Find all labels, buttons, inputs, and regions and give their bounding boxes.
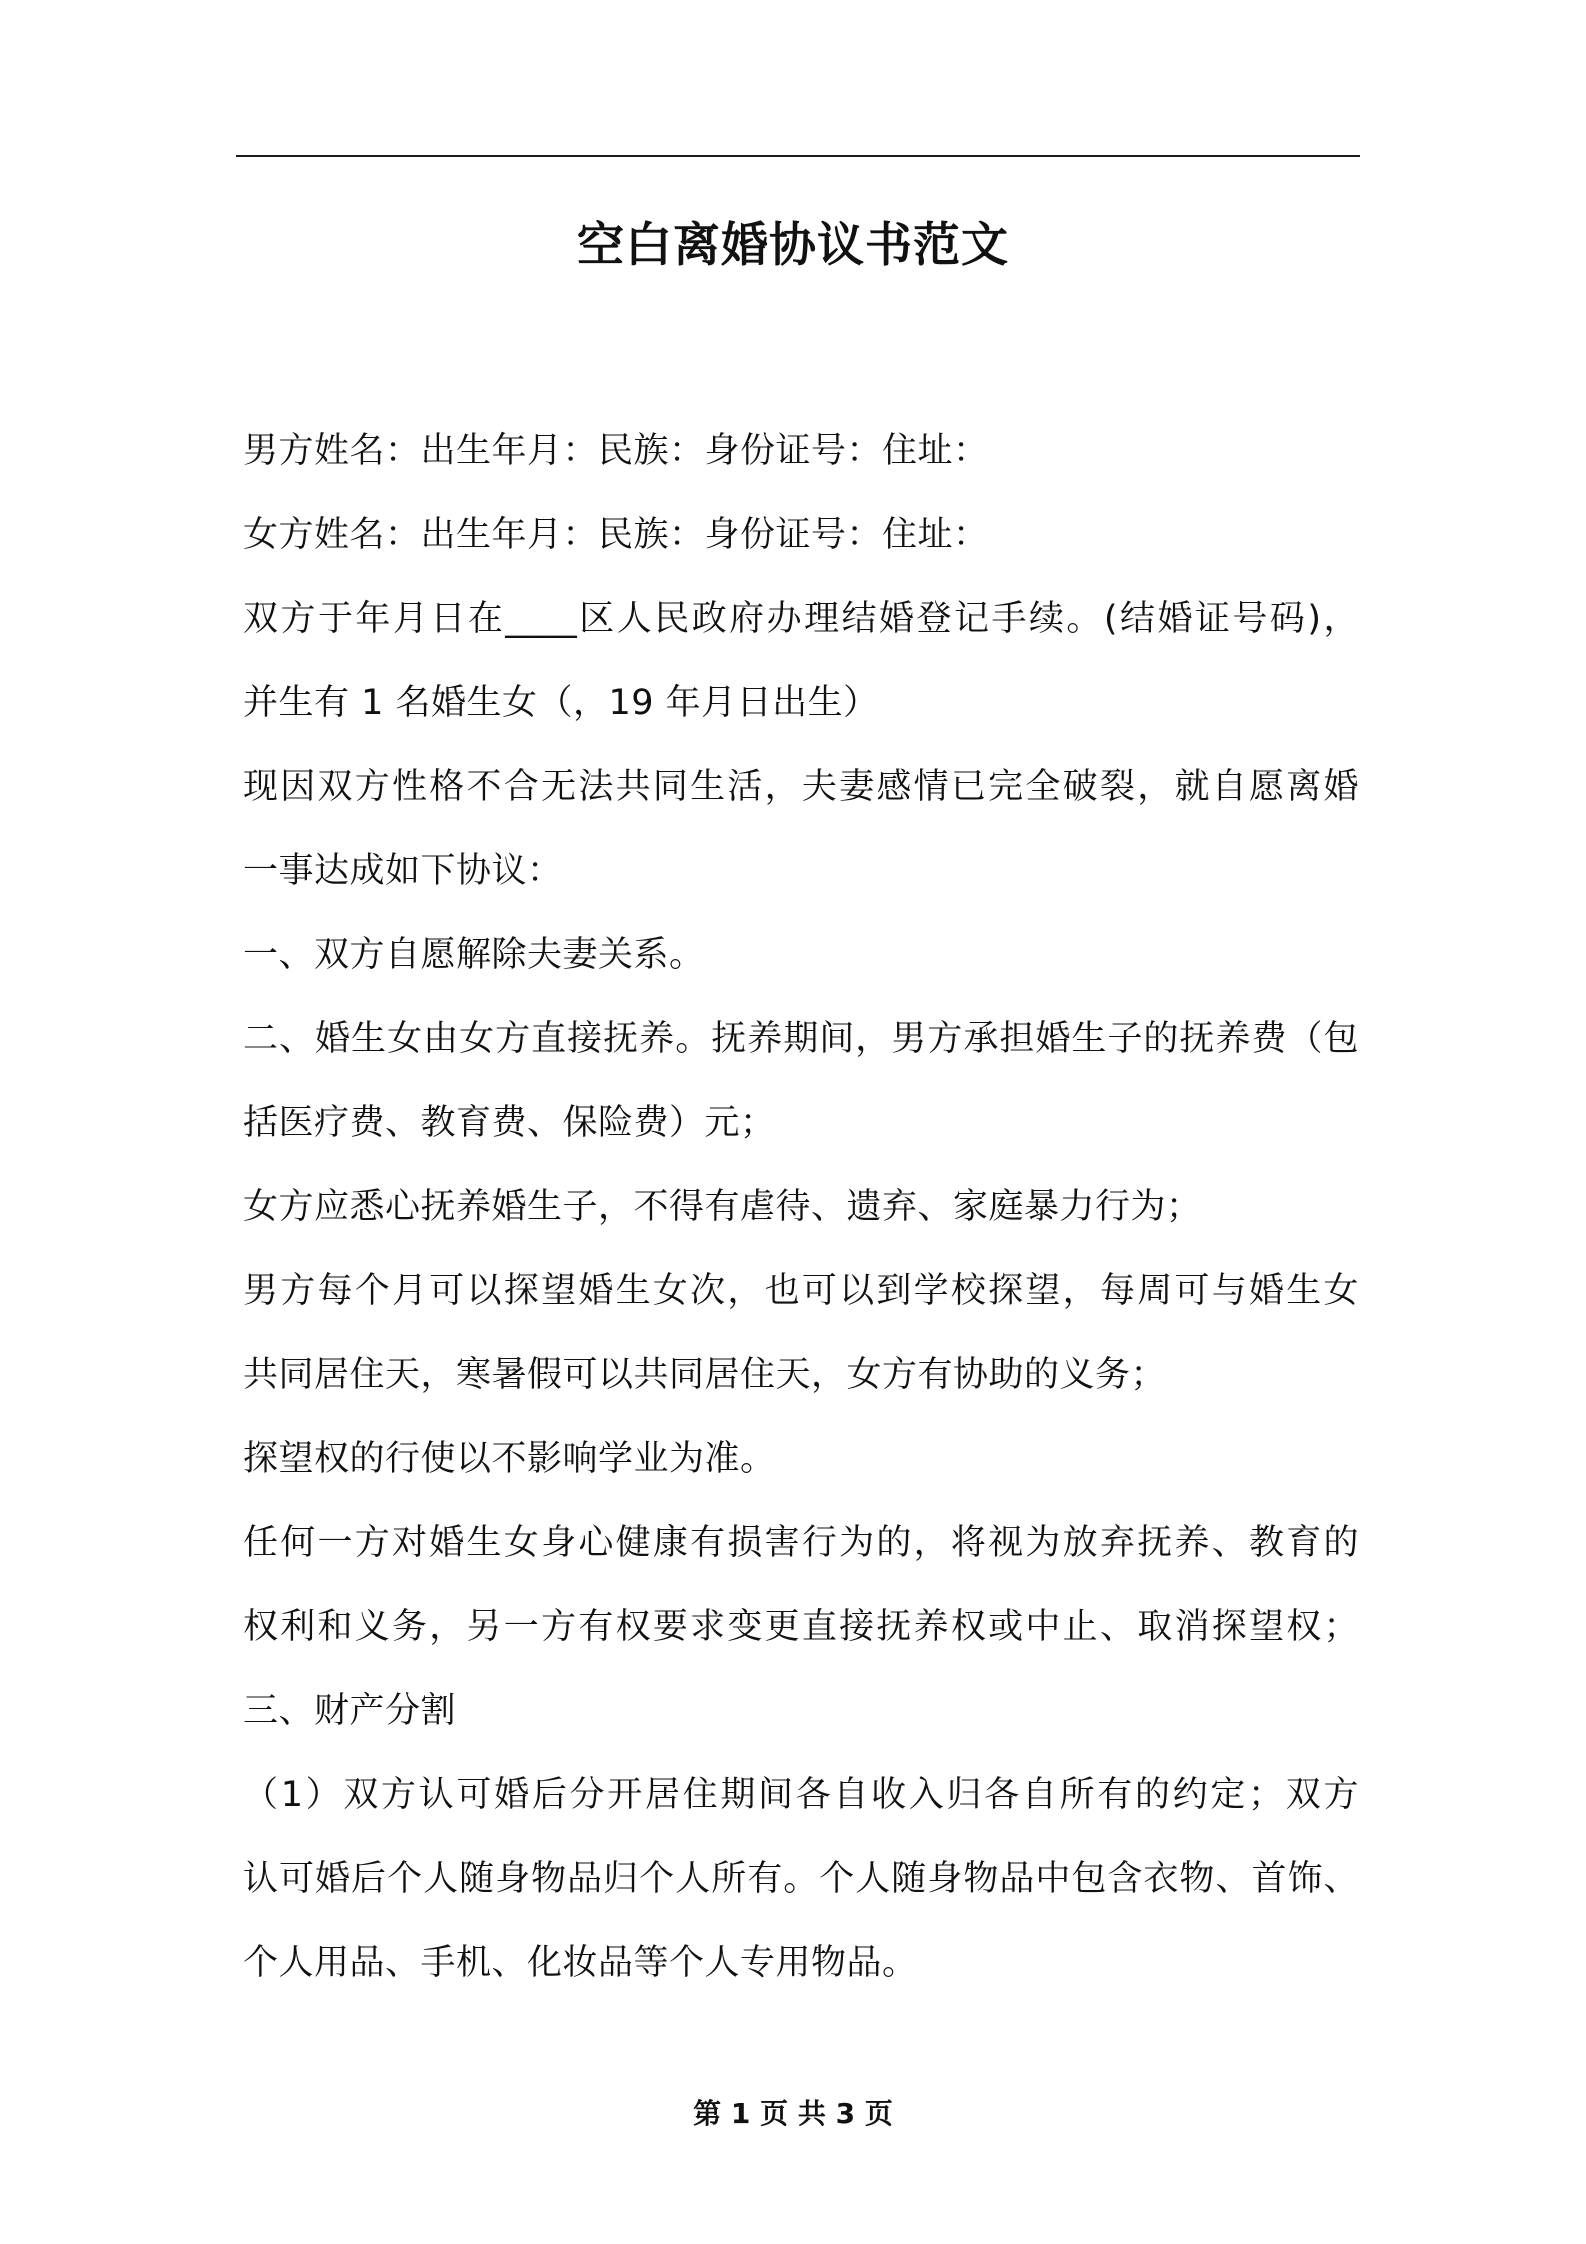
text-line: 并生有 1 名婚生女（，19 年月日出生）	[243, 683, 879, 723]
text-line: 任何一方对婚生女身心健康有损害行为的，将视为放弃抚养、教育的	[243, 1523, 1359, 1563]
text-line: 权利和义务，另一方有权要求变更直接抚养权或中止、取消探望权；	[243, 1607, 1359, 1647]
text-line: 认可婚后个人随身物品归个人所有。个人随身物品中包含衣物、首饰、	[243, 1859, 1359, 1899]
text-line: 探望权的行使以不影响学业为准。	[243, 1439, 776, 1479]
document-title: 空白离婚协议书范文	[577, 218, 1009, 273]
text-line: （1）双方认可婚后分开居住期间各自收入归各自所有的约定；双方	[243, 1775, 1359, 1815]
text-line: 括医疗费、教育费、保险费）元；	[243, 1103, 776, 1143]
text-line: 双方于年月日在____区人民政府办理结婚登记手续。(结婚证号码)，	[243, 599, 1359, 639]
text-line: 现因双方性格不合无法共同生活，夫妻感情已完全破裂，就自愿离婚	[243, 767, 1359, 807]
text-line: 三、财产分割	[243, 1691, 457, 1731]
document-body	[243, 409, 1359, 2005]
text-line: 男方姓名：出生年月：民族：身份证号：住址：	[243, 431, 989, 471]
text-line: 女方姓名：出生年月：民族：身份证号：住址：	[243, 515, 989, 555]
text-line: 共同居住天，寒暑假可以共同居住天，女方有协助的义务；	[243, 1355, 1167, 1395]
header-rule	[236, 155, 1360, 157]
page-number: 第 1 页 共 3 页	[693, 2097, 893, 2130]
text-line: 二、婚生女由女方直接抚养。抚养期间，男方承担婚生子的抚养费（包	[243, 1019, 1359, 1059]
text-line: 男方每个月可以探望婚生女次，也可以到学校探望，每周可与婚生女	[243, 1271, 1359, 1311]
text-line: 个人用品、手机、化妆品等个人专用物品。	[243, 1943, 918, 1983]
text-line: 一事达成如下协议：	[243, 851, 563, 891]
text-line: 一、双方自愿解除夫妻关系。	[243, 935, 705, 975]
text-line: 女方应悉心抚养婚生子，不得有虐待、遗弃、家庭暴力行为；	[243, 1187, 1202, 1227]
